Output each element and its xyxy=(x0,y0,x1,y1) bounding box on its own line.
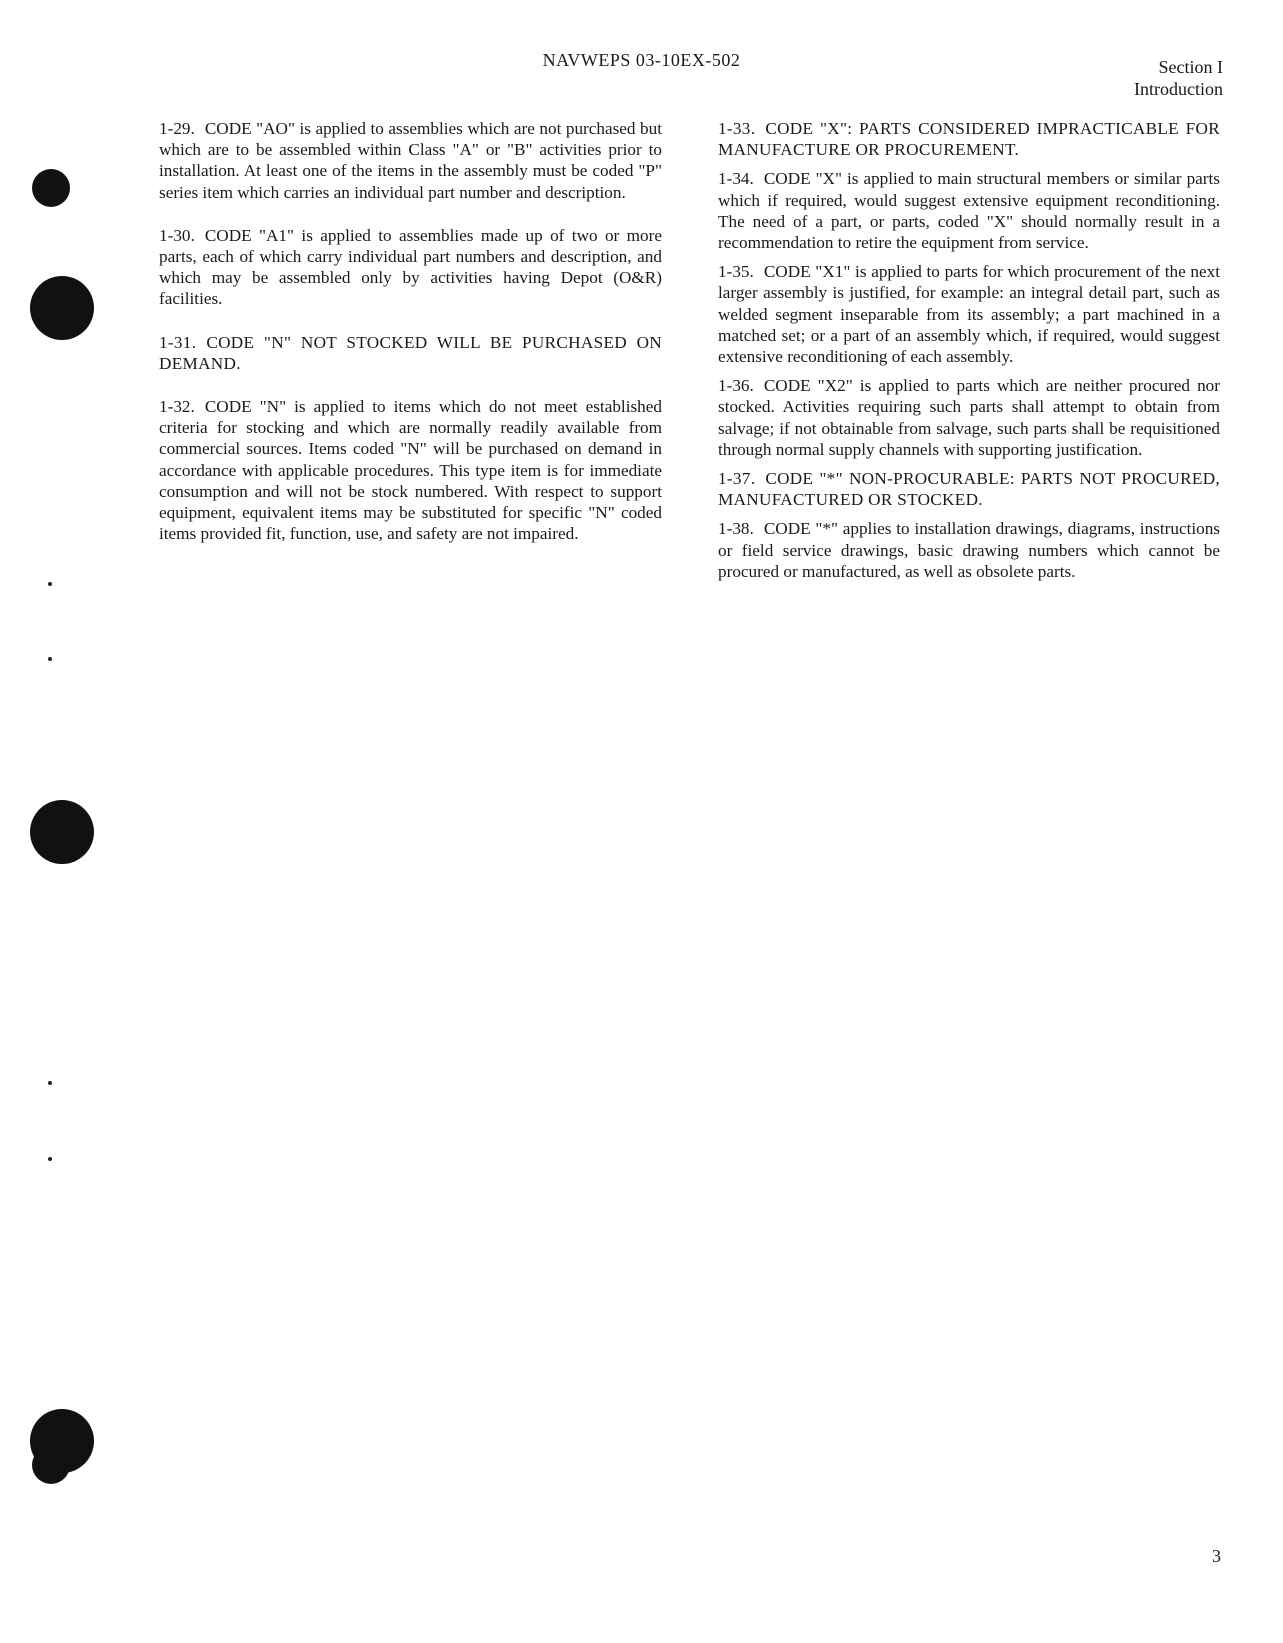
paragraph-1-29 xyxy=(159,118,662,203)
paragraph-number: 1-38. xyxy=(718,519,754,539)
binder-hole xyxy=(30,800,94,864)
paragraph-text: CODE "X" is applied to main structural members or similar parts which if required, would suggest extensive equipment reconditioning. The need of a part, or parts, coded "X" should normally result in a recommendation to retire the equipment from service. xyxy=(718,169,1220,253)
paragraph-1-38 xyxy=(718,518,1220,582)
header-doc-number: NAVWEPS 03-10EX-502 xyxy=(542,50,741,70)
paragraph-text: CODE "*" NON-PROCURABLE: PARTS NOT PROCURED, MANUFACTURED OR STOCKED. xyxy=(718,469,1220,510)
paragraph-number: 1-30. xyxy=(159,225,195,245)
left-column xyxy=(159,118,662,544)
paragraph-1-34 xyxy=(718,168,1220,253)
right-column xyxy=(718,118,1220,582)
scan-speck xyxy=(48,657,52,661)
paragraph-1-33 xyxy=(718,118,1220,160)
paragraph-1-31 xyxy=(159,332,662,374)
paragraph-number: 1-29. xyxy=(159,119,195,138)
binder-hole xyxy=(32,169,70,207)
paragraph-1-37 xyxy=(718,468,1220,510)
paragraph-1-32 xyxy=(159,396,662,544)
paragraph-number: 1-34. xyxy=(718,169,754,189)
paragraph-number: 1-36. xyxy=(718,376,754,396)
scan-speck xyxy=(48,582,52,586)
paragraph-text: CODE "N" is applied to items which do not meet established criteria for stocking and which are normally readily available from commercial sources. Items coded "N" will be purchased on demand in accordance with applicable procedures. This type item is for immediate consumption and will not be stock numbered. With respect to support equipment, equivalent items may be substituted for specific "N" coded items provided fit, function, use, and safety are not impaired. xyxy=(159,397,662,544)
paragraph-text: CODE "X": PARTS CONSIDERED IMPRACTICABLE FOR MANUFACTURE OR PROCUREMENT. xyxy=(718,119,1220,160)
paragraph-number: 1-31. xyxy=(159,332,197,352)
paragraph-number: 1-35. xyxy=(718,262,754,282)
paragraph-1-30 xyxy=(159,225,662,310)
paragraph-1-35 xyxy=(718,261,1220,367)
section-title: Introduction xyxy=(1134,79,1223,99)
paragraph-number: 1-32. xyxy=(159,397,195,417)
scan-speck xyxy=(48,1081,52,1085)
header-section xyxy=(1134,56,1223,100)
paragraph-text: CODE "AO" is applied to assemblies which are not purchased but which are to be assembled within Class "A" or "B" activities prior to installation. At least one of the items in the assembly must be coded "P" series item which carries an individual part number and description. xyxy=(159,119,662,202)
section-label: Section I xyxy=(1158,57,1223,77)
paragraph-1-36 xyxy=(718,375,1220,460)
binder-hole xyxy=(32,1446,70,1484)
paragraph-text: CODE "N" NOT STOCKED WILL BE PURCHASED ON DEMAND. xyxy=(159,332,662,373)
page-number: 3 xyxy=(1212,1546,1221,1566)
paragraph-number: 1-33. xyxy=(718,119,756,138)
paragraph-number: 1-37. xyxy=(718,469,756,489)
paragraph-text: CODE "X2" is applied to parts which are neither procured nor stocked. Activities requiring such parts shall attempt to obtain from salvage; if not obtainable from salvage, such parts shall be requisitioned through normal supply channels with supporting justification. xyxy=(718,376,1220,459)
binder-hole xyxy=(30,276,94,340)
paragraph-text: CODE "X1" is applied to parts for which procurement of the next larger assembly is justified, for example: an integral detail part, such as welded segment inseparable from its assembly; a part machined in a matched set; or a part of an assembly which, if required, would suggest extensive reconditioning of each assembly. xyxy=(718,262,1220,367)
scan-speck xyxy=(48,1157,52,1161)
paragraph-text: CODE "*" applies to installation drawings, diagrams, instructions or field service drawings, basic drawing numbers which cannot be procured or manufactured, as well as obsolete parts. xyxy=(718,519,1220,581)
paragraph-text: CODE "A1" is applied to assemblies made up of two or more parts, each of which carry individual part numbers and description, and which may be assembled only by activities having Depot (O&R) facilities. xyxy=(159,225,662,309)
